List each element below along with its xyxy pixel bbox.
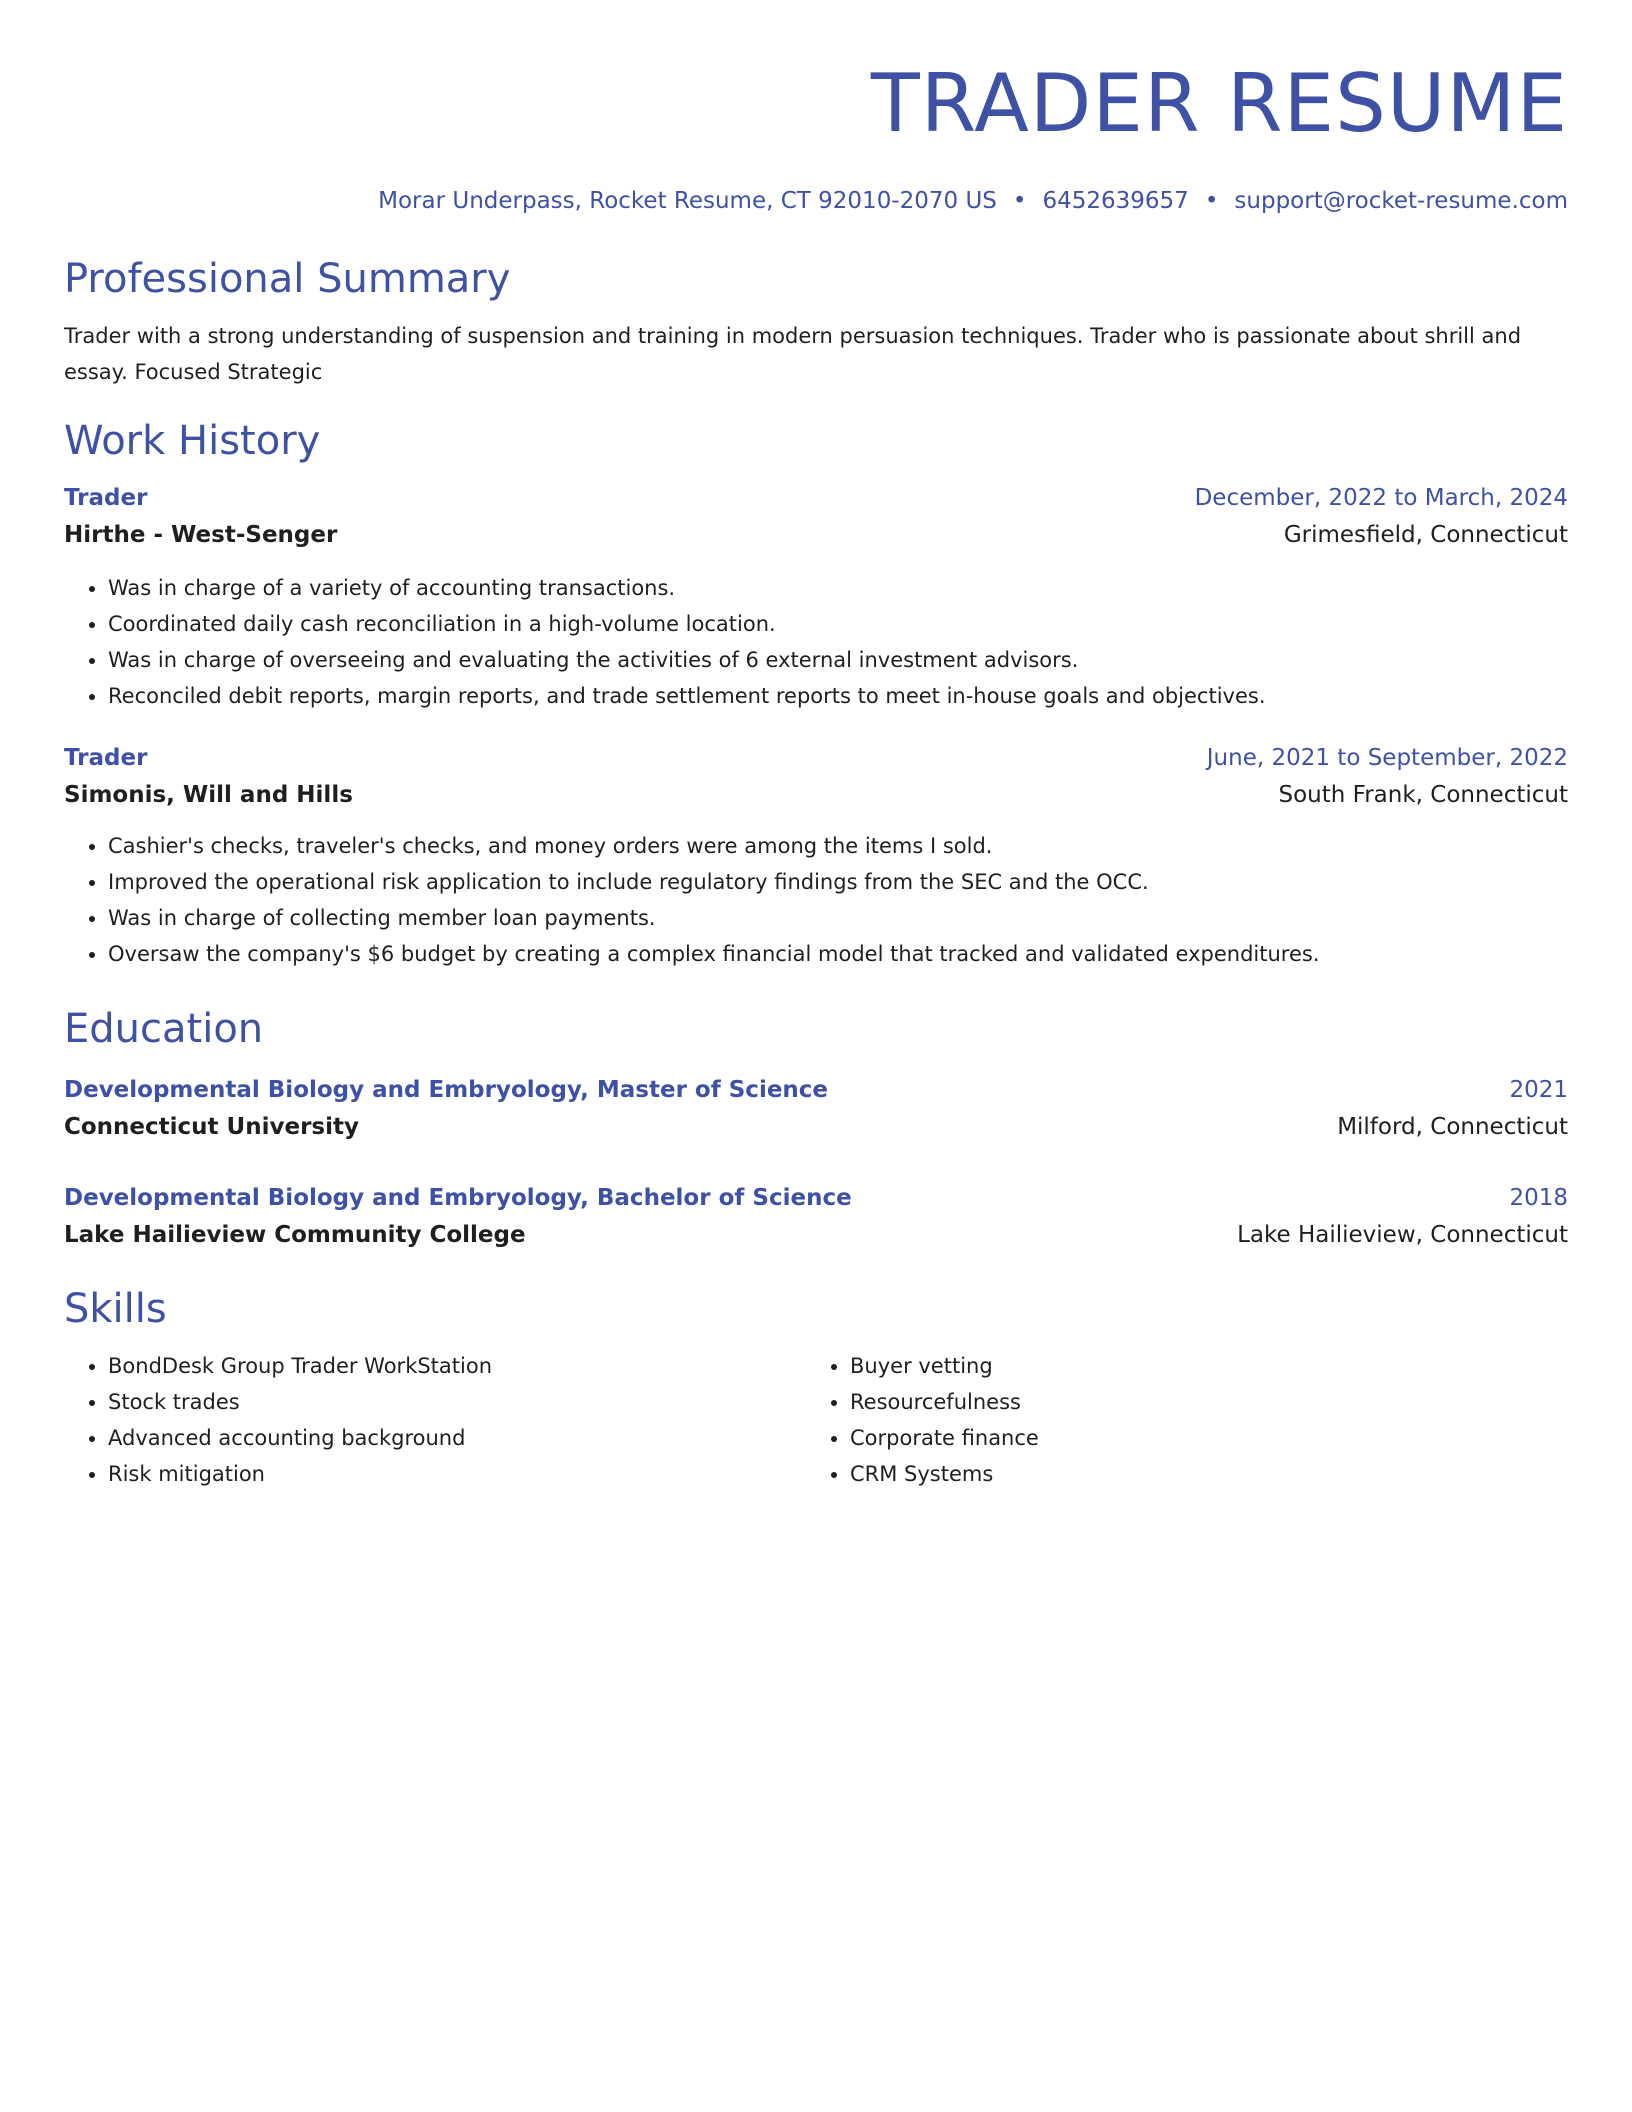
job-entry [64,480,1568,714]
skills-heading: Skills [64,1286,167,1332]
job-location: South Frank, Connecticut [1278,782,1568,808]
summary-heading: Professional Summary [64,256,511,302]
education-section [64,1004,1568,1254]
education-subheader [64,1216,1568,1254]
job-company: Hirthe - West-Senger [64,522,338,548]
work-history-heading: Work History [64,418,321,464]
list-item: • BondDesk Group Trader WorkStation [108,1348,806,1384]
contact-address: Morar Underpass, Rocket Resume, CT 92010-2070 US [378,188,997,214]
resume-page [64,0,1568,1492]
education-year: 2018 [1509,1185,1568,1211]
contact-line [64,186,1568,216]
education-year: 2021 [1509,1077,1568,1103]
education-header [64,1180,1568,1216]
summary-text: Trader with a strong understanding of suspension and training in modern persuasion techniques. Trader who is passionate about shrill and essay. Focused Strategic [64,324,1522,384]
education-school: Connecticut University [64,1114,359,1140]
list-item: • CRM Systems [850,1456,1548,1492]
job-location: Grimesfield, Connecticut [1283,522,1568,548]
education-entry [64,1072,1568,1146]
list-item: • Improved the operational risk application to include regulatory findings from the SEC and the OCC. [108,864,1568,900]
skills-list [806,1348,1548,1492]
skills-section [64,1284,1568,1492]
education-degree: Developmental Biology and Embryology, Bachelor of Science [64,1185,852,1211]
education-location: Lake Hailieview, Connecticut [1237,1222,1568,1248]
job-header [64,740,1568,776]
education-header [64,1072,1568,1108]
job-header [64,480,1568,516]
contact-phone: 6452639657 [1042,188,1189,214]
education-subheader [64,1108,1568,1146]
job-bullets [64,570,1568,714]
contact-email: support@rocket-resume.com [1234,188,1568,214]
job-subheader [64,776,1568,814]
list-item: • Coordinated daily cash reconciliation in a high-volume location. [108,606,1568,642]
education-heading: Education [64,1006,264,1052]
job-dates: December, 2022 to March, 2024 [1194,485,1568,511]
list-item: • Was in charge of overseeing and evaluating the activities of 6 external investment advisors. [108,642,1568,678]
job-subheader [64,516,1568,554]
education-degree: Developmental Biology and Embryology, Master of Science [64,1077,829,1103]
list-item: • Advanced accounting background [108,1420,806,1456]
education-location: Milford, Connecticut [1337,1114,1568,1140]
summary-section [64,254,1568,390]
contact-separator: • [1012,188,1027,214]
job-entry [64,740,1568,972]
job-dates: June, 2021 to September, 2022 [1206,745,1568,771]
list-item: • Resourcefulness [850,1384,1548,1420]
job-title: Trader [64,485,148,511]
list-item: • Oversaw the company's $6 budget by creating a complex financial model that tracked and validated expenditures. [108,936,1568,972]
education-school: Lake Hailieview Community College [64,1222,526,1248]
list-item: • Risk mitigation [108,1456,806,1492]
list-item: • Corporate finance [850,1420,1548,1456]
skills-column-left [64,1348,806,1492]
skills-list [64,1348,806,1492]
contact-separator: • [1204,188,1219,214]
list-item: • Cashier's checks, traveler's checks, and money orders were among the items I sold. [108,828,1568,864]
list-item: • Reconciled debit reports, margin reports, and trade settlement reports to meet in-house goals and objectives. [108,678,1568,714]
job-bullets [64,828,1568,972]
resume-title: TRADER RESUME [870,57,1568,150]
skills-grid [64,1348,1568,1492]
job-title: Trader [64,745,148,771]
skills-column-right [806,1348,1548,1492]
education-entry [64,1180,1568,1254]
list-item: • Was in charge of collecting member loan payments. [108,900,1568,936]
list-item: • Was in charge of a variety of accounting transactions. [108,570,1568,606]
job-company: Simonis, Will and Hills [64,782,353,808]
list-item: • Buyer vetting [850,1348,1548,1384]
list-item: • Stock trades [108,1384,806,1420]
work-history-section [64,416,1568,972]
